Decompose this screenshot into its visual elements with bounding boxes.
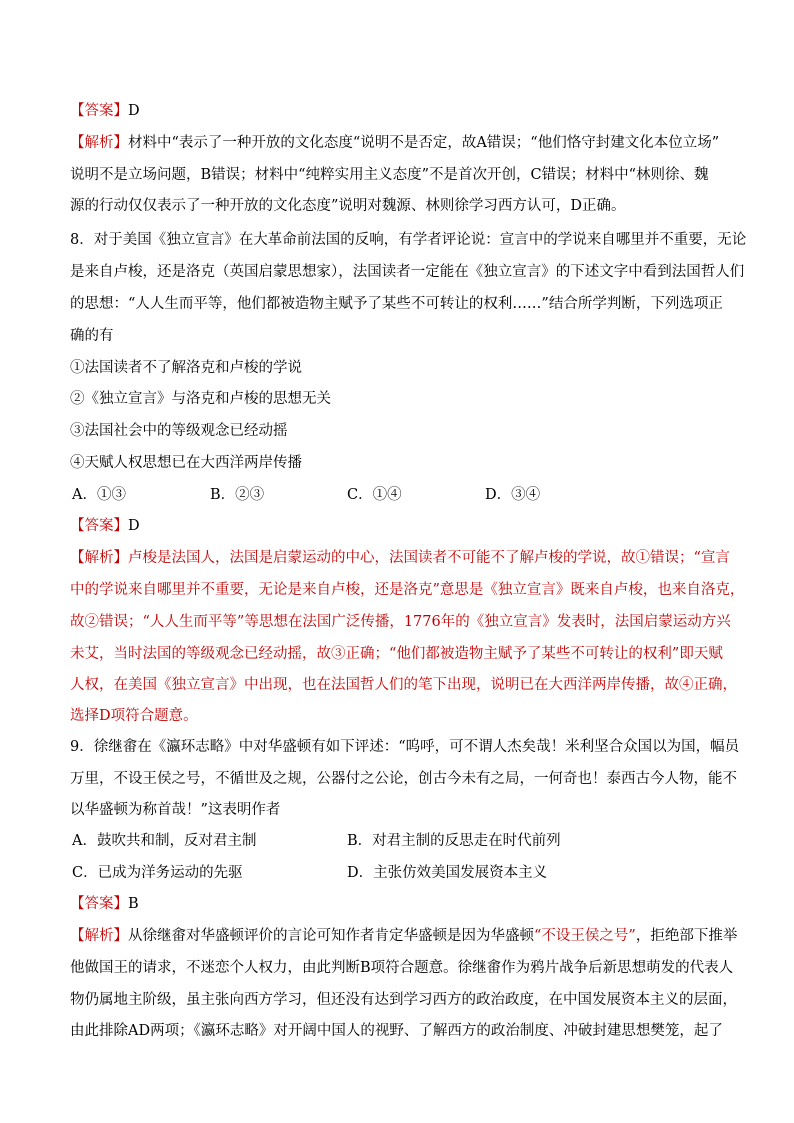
analysis-tag: 【解析】 [70,928,128,944]
analysis-quote: “不设王侯之号” [534,928,636,944]
q7-analysis-line [70,133,719,153]
q7-analysis-line: 源的行动仅仅表示了一种开放的文化态度”说明对魏源、林则徐学习西方认可，D正确。 [70,198,626,214]
q7-answer [70,101,140,121]
q8-statement: ④天赋人权思想已在大西洋两岸传播 [70,455,302,471]
q9-option-b: B．对君主制的反思走在时代前列 [347,833,561,849]
q8-stem-line: 8．对于美国《独立宣言》在大革命前法国的反响，有学者评论说：宣言中的学说来自哪里并不重要，无论 [70,232,747,248]
q9-analysis-line [70,926,737,946]
q7-analysis-line: 说明不是立场问题，B错误；材料中“纯粹实用主义态度”不是首次开创，C错误；材料中“林则徐、魏 [70,167,709,183]
q9-stem-line: 万里，不设王侯之号，不循世及之规，公器付之公论，创古今未有之局，一何奇也！泰西古今人物，能不 [70,771,737,787]
q8-stem-line: 的思想：“人人生而平等，他们都被造物主赋予了某些不可转让的权利……”结合所学判断，下列选项正 [70,296,723,312]
q8-analysis-line: 未艾，当时法国的等级观念已经动摇，故③正确；“他们都被造物主赋予了某些不可转让的权利”即天赋 [70,646,723,662]
analysis-text: 材料中“表示了一种开放的文化态度“说明不是否定，故A错误；“他们恪守封建文化本位立场” [128,135,720,151]
answer-tag: 【答案】 [70,518,128,534]
q9-analysis-line: 他做国王的请求，不迷恋个人权力，由此判断B项符合题意。徐继畬作为鸦片战争后新思想萌发的代表人 [70,960,734,976]
q8-option-b: B．②③ [210,487,265,503]
q9-option-c: C．已成为洋务运动的先驱 [72,865,243,881]
q8-statement: ①法国读者不了解洛克和卢梭的学说 [70,360,302,376]
q9-option-d: D．主张仿效美国发展资本主义 [347,865,548,881]
q8-option-c: C．①④ [347,487,402,503]
q8-stem-line: 是来自卢梭，还是洛克（英国启蒙思想家），法国读者一定能在《独立宣言》的下述文字中看到法国哲人们 [70,264,745,280]
q8-option-a: A．①③ [72,487,126,503]
q8-analysis-line: 人权，在美国《独立宣言》中出现，也在法国哲人们的笔下出现，说明已在大西洋两岸传播，故④正确， [70,677,737,693]
q8-analysis-line: 选择D项符合题意。 [70,708,198,724]
q8-analysis-line: 故②错误；“人人生而平等”等思想在法国广泛传播，1776年的《独立宣言》发表时，法国启蒙运动方兴 [70,614,731,630]
analysis-text: 从徐继畬对华盛顿评价的言论可知作者肯定华盛顿是因为华盛顿 [128,928,534,944]
answer-value: D [128,518,140,534]
q8-statement: ②《独立宣言》与洛克和卢梭的思想无关 [70,391,331,407]
analysis-text: ，拒绝部下推举 [635,928,738,944]
q9-analysis-line: 由此排除AD两项；《瀛环志略》对开阔中国人的视野、了解西方的政治制度、冲破封建思想樊笼，起了 [70,1023,723,1039]
q9-answer [70,894,139,914]
q8-option-d: D．③④ [485,487,541,503]
analysis-tag: 【解析】 [70,135,128,151]
q8-stem-line: 确的有 [70,328,114,344]
q9-option-a: A．鼓吹共和制，反对君主制 [72,833,257,849]
q8-analysis-line: 中的学说来自哪里并不重要，无论是来自卢梭，还是洛克”意思是《独立宣言》既来自卢梭，也来自洛克， [70,582,745,598]
q9-stem-line: 以华盛顿为称首哉！”这表明作者 [70,802,281,818]
analysis-text: 卢梭是法国人，法国是启蒙运动的中心，法国读者不可能不了解卢梭的学说，故①错误；“宣言 [128,550,730,566]
answer-tag: 【答案】 [70,103,128,119]
q8-statement: ③法国社会中的等级观念已经动摇 [70,423,288,439]
analysis-tag: 【解析】 [70,550,128,566]
answer-value: B [128,896,139,912]
answer-tag: 【答案】 [70,896,128,912]
answer-value: D [128,103,140,119]
q9-stem-line: 9．徐继畬在《瀛环志略》中对华盛顿有如下评述：“呜呼，可不谓人杰矣哉！米利坚合众国以为国，幅员 [70,739,740,755]
q8-answer [70,516,140,536]
q8-analysis-line [70,548,730,568]
q9-analysis-line: 物仍属地主阶级，虽主张向西方学习，但还没有达到学习西方的政治政度，在中国发展资本主义的层面， [70,992,737,1008]
